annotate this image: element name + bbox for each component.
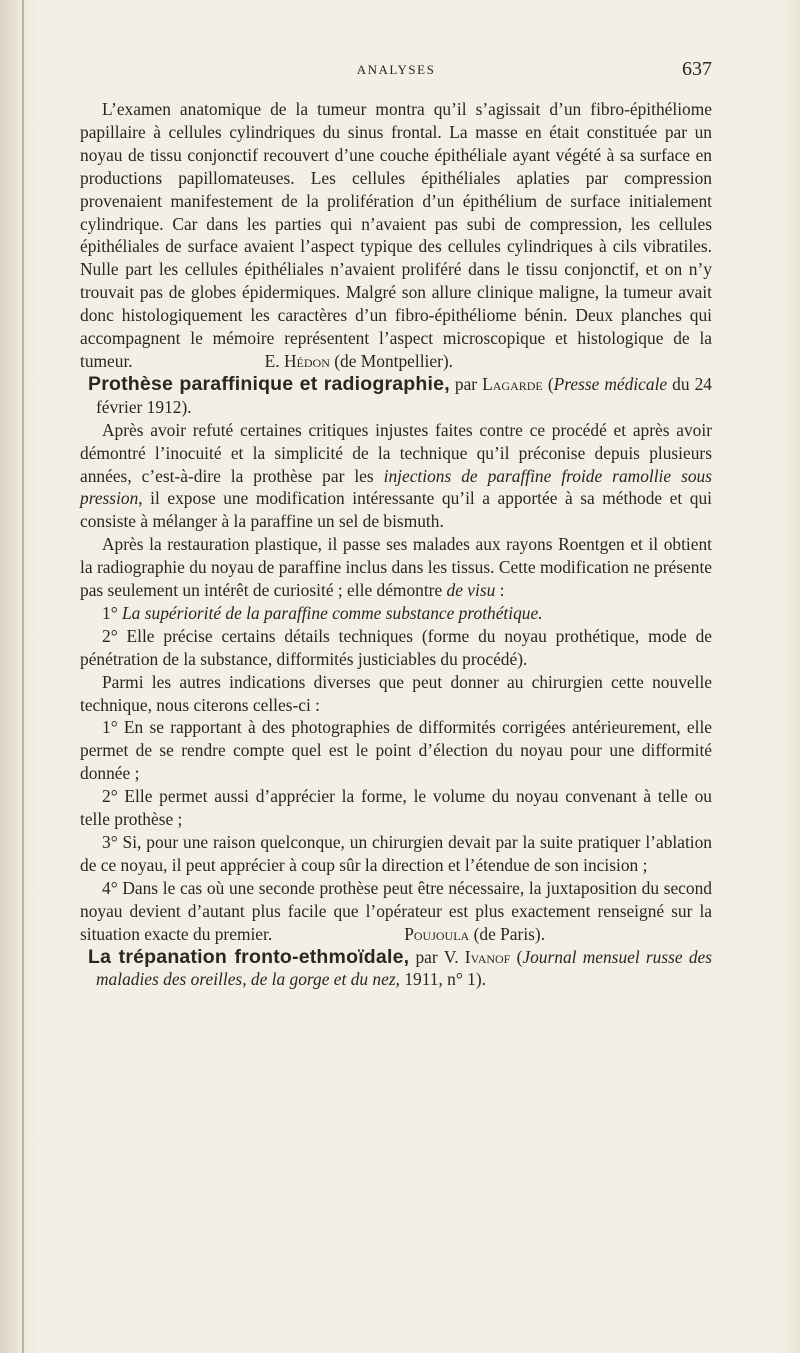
article2-journal: Presse médicale [553, 373, 668, 394]
article2-p3-italic: La supériorité de la paraffine comme substance prothétique. [122, 602, 543, 623]
article2-paragraph-5: Parmi les autres indications diverses que peut donner au chirurgien cette nouvelle technique, nous citerons celles-ci : [80, 671, 712, 715]
article3-journal: Journal mensuel russe des maladies des oreilles, de la gorge et du nez [96, 946, 713, 990]
article2-title: Prothèse paraffinique et radiographie, [88, 372, 450, 395]
article2-paragraph-6: 1° En se rapportant à des photographies de difformités corrigées antérieurement, elle permet de se rendre compte quel est le point d’élection du noyau pour une difformité donnée ; [80, 717, 712, 784]
article2-date: du 24 février 1912). [96, 373, 712, 417]
article3-date: , 1911, n° 1). [395, 969, 486, 990]
page-body [80, 98, 712, 991]
running-head: ANALYSES [356, 62, 436, 77]
page-header [80, 58, 712, 84]
article2-paragraph-4: 2° Elle précise certains détails techniques (forme du noyau prothétique, mode de pénétration de la substance, difformités justiciables du procédé). [80, 625, 712, 669]
article2-paragraph-3 [80, 602, 712, 625]
article1-text: L’examen anatomique de la tumeur montra qu’il s’agissait d’un fibro-épithéliome papillaire à cellules cylindriques du sinus frontal. La masse en était constituée par un noyau de tissu conjonctif recouvert d’une couche épithéliale ayant végété à sa surface en productions papillomateuses. Les cellules épithéliales aplaties par compression provenaient manifestement de la prolifération d’un épithélium de surface initialement cylindrique. Car dans les parties qui n’avaient pas subi de compression, les cellules épithéliales de surface avaient l’aspect typique des cellules cylindriques à cils vibratiles. Nulle part les cellules épithéliales n’avaient proliféré dans le tissu conjonctif, et on n’y trouvait pas de globes épidermiques. Malgré son allure clinique maligne, la tumeur avait donc histologiquement les caractères d’un fibro-épithéliome bénin. Deux planches qui accompagnent le mémoire représentent l’aspect microscopique et histologique de la tumeur. [80, 99, 712, 371]
article2-author: Lagarde [482, 373, 543, 394]
article2-source-open: ( [547, 373, 554, 394]
article3-title: La trépanation fronto-ethmoïdale, [88, 945, 410, 968]
article1-paragraph [80, 98, 712, 373]
article3-title-block [80, 946, 712, 992]
article2-title-block [80, 373, 712, 419]
article2-p9-text: 4° Dans le cas où une seconde prothèse peut être nécessaire, la juxtaposition du second noyau devient d’autant plus facile que l’opérateur est plus exactement renseigné sur la situation exacte du premier. [80, 877, 712, 944]
list-number: 1° [102, 602, 118, 623]
article2-p2-italic: de visu [446, 580, 496, 601]
page-number: 637 [682, 58, 712, 80]
article2-signature [382, 923, 545, 946]
article3-author: V. Ivanof [443, 946, 511, 967]
signature-place: (de Paris). [473, 923, 546, 944]
article2-p1-italic: injections de paraffine froide ramollie sous pression [80, 465, 712, 509]
article2-p1-text-a: Après avoir refuté certaines critiques injustes faites contre ce procédé et après avoir démontré l’inocuité et la simplicité de la technique qu’il préconise depuis plusieurs années, c’est-à-dire la prothèse par les [80, 419, 712, 486]
article2-p2-text-a: Après la restauration plastique, il passe ses malades aux rayons Roentgen et il obtient la radiographie du noyau de paraffine inclus dans les tissus. Cette modification ne présente pas seulement un intérêt de curiosité ; elle démontre [80, 534, 712, 601]
article3-par: par [415, 946, 438, 967]
article2-paragraph-2 [80, 533, 712, 602]
article2-paragraph-8: 3° Si, pour une raison quelconque, un chirurgien devait par la suite pratiquer l’ablation de ce noyau, il peut apprécier à coup sûr la direction et l’étendue de son incision ; [80, 832, 712, 875]
article3-source-open: ( [516, 946, 523, 967]
signature-name: Poujoula [404, 923, 470, 944]
article2-p2-text-b: : [495, 580, 505, 601]
signature-name: E. Hédon [264, 350, 330, 371]
article1-signature [243, 350, 453, 373]
article2-paragraph-1 [80, 419, 712, 534]
book-gutter [22, 0, 24, 1353]
signature-place: (de Montpellier). [334, 350, 454, 371]
article2-p1-text-b: , il expose une modification intéressante qu’il a apportée à sa méthode et qui consiste à mélanger à la paraffine un sel de bismuth. [80, 488, 712, 532]
article2-paragraph-7: 2° Elle permet aussi d’apprécier la forme, le volume du noyau convenant à telle ou telle prothèse ; [80, 786, 712, 830]
article2-par: par [454, 373, 478, 394]
article2-paragraph-9 [80, 877, 712, 946]
